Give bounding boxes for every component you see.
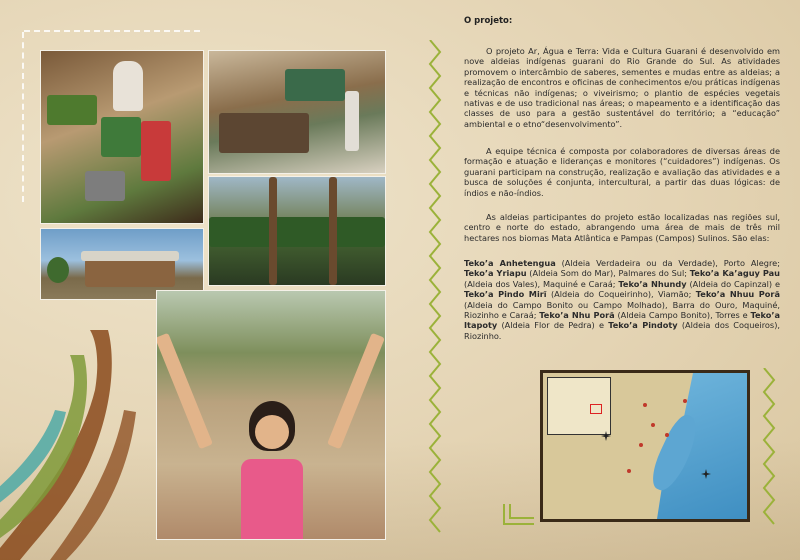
paragraph-team: A equipe técnica é composta por colaboradores de diversas áreas de formação e atuação e lideranças e monitores (“cuidadores”) indígenas. Os guarani participam na construção, realização e avaliação das atividades e a busca de soluções é conjunta, intercultural, a partir das duas lógicas: de índios e não-índios. xyxy=(464,146,780,198)
village-name: Teko’a Itapoty xyxy=(464,310,781,331)
map-village-marker xyxy=(665,433,669,437)
zigzag-border-right xyxy=(762,368,776,528)
village-name: Teko’a Pindo Mirĩ xyxy=(464,289,547,300)
village-detail: (Aldeia do Coqueirinho), Viamão; xyxy=(550,289,692,300)
village-name: Teko’a Nhuu Porã xyxy=(695,289,780,300)
photo-nursery-workers xyxy=(40,50,204,224)
dashed-frame-top xyxy=(24,30,200,38)
photo-child-raised-arms xyxy=(156,290,386,540)
decorative-swoosh-bands xyxy=(0,330,150,560)
map-village-marker xyxy=(627,469,631,473)
map-village-marker xyxy=(651,423,655,427)
map-village-marker xyxy=(639,443,643,447)
village-detail: (Aldeia do Capinzal) e xyxy=(689,278,781,289)
village-name: Teko’a Ka’aguy Pau xyxy=(689,268,781,279)
paragraph-villages-intro: As aldeias participantes do projeto estão localizadas nas regiões sul, centro e norte do estado, abrangendo uma área de mais de três mil hectares nos biomas Mata Atlântica e Pampas (Campos) Sulinos. São elas: xyxy=(464,212,780,243)
dashed-frame-left xyxy=(22,32,30,202)
village-detail: (Aldeia Flor de Pedra) e xyxy=(501,320,604,331)
paragraph-project: O projeto Ar, Água e Terra: Vida e Cultura Guarani é desenvolvido em nove aldeias indígenas guarani do Rio Grande do Sul. As atividades promovem o intercâmbio de saberes, sementes e mudas entre as aldeias; a realização de encontros e oficinas de conhecimentos e/ou práticas indígenas e técnicas não indígenas; o viveirismo; o plantio de espécies vegetais nativas e de uso tradicional nas áreas; o mapeamento e a identificação das classes de uso para a gestão sustentável do território; a “educação” ambiental e o etno“desenvolvimento”. xyxy=(464,46,780,129)
village-detail: (Aldeia Verdadeira ou da Verdade), Porto Alegre; xyxy=(561,258,780,268)
map-inset-locator xyxy=(547,377,611,435)
village-name: Teko’a Yriapu xyxy=(464,268,527,279)
section-heading: O projeto: xyxy=(464,16,513,26)
photo-greenhouse-seedlings xyxy=(208,176,386,286)
village-name: Teko’a Pindoty xyxy=(608,320,678,331)
photo-classroom-workshop xyxy=(208,50,386,174)
zigzag-border-left xyxy=(428,40,442,540)
village-detail: (Aldeia Som do Mar), Palmares do Sul; xyxy=(529,268,688,279)
map-village-marker xyxy=(683,399,687,403)
map-inset-highlight xyxy=(590,404,602,414)
corner-ornament xyxy=(500,500,540,530)
compass-rose-icon xyxy=(701,469,711,479)
village-list xyxy=(464,258,780,341)
location-map xyxy=(540,370,750,522)
village-name: Teko’a Nhu Porã xyxy=(539,310,615,321)
map-village-marker xyxy=(643,403,647,407)
village-detail: (Aldeia dos Vales), Maquiné e Caraá; xyxy=(464,278,616,289)
village-detail: (Aldeia Campo Bonito), Torres e xyxy=(617,310,748,321)
village-detail: (Aldeia do Campo Bonito ou Campo Molhado), Barra do Ouro, Maquiné, Riozinho e Caraá; xyxy=(464,299,780,321)
compass-rose-icon xyxy=(601,431,611,441)
village-name: Teko’a Nhundy xyxy=(618,278,687,289)
village-detail: (Aldeia dos Coqueiros), Riozinho. xyxy=(464,320,780,341)
village-name: Teko’a Anhetengua xyxy=(464,258,556,268)
map-image xyxy=(543,373,747,519)
